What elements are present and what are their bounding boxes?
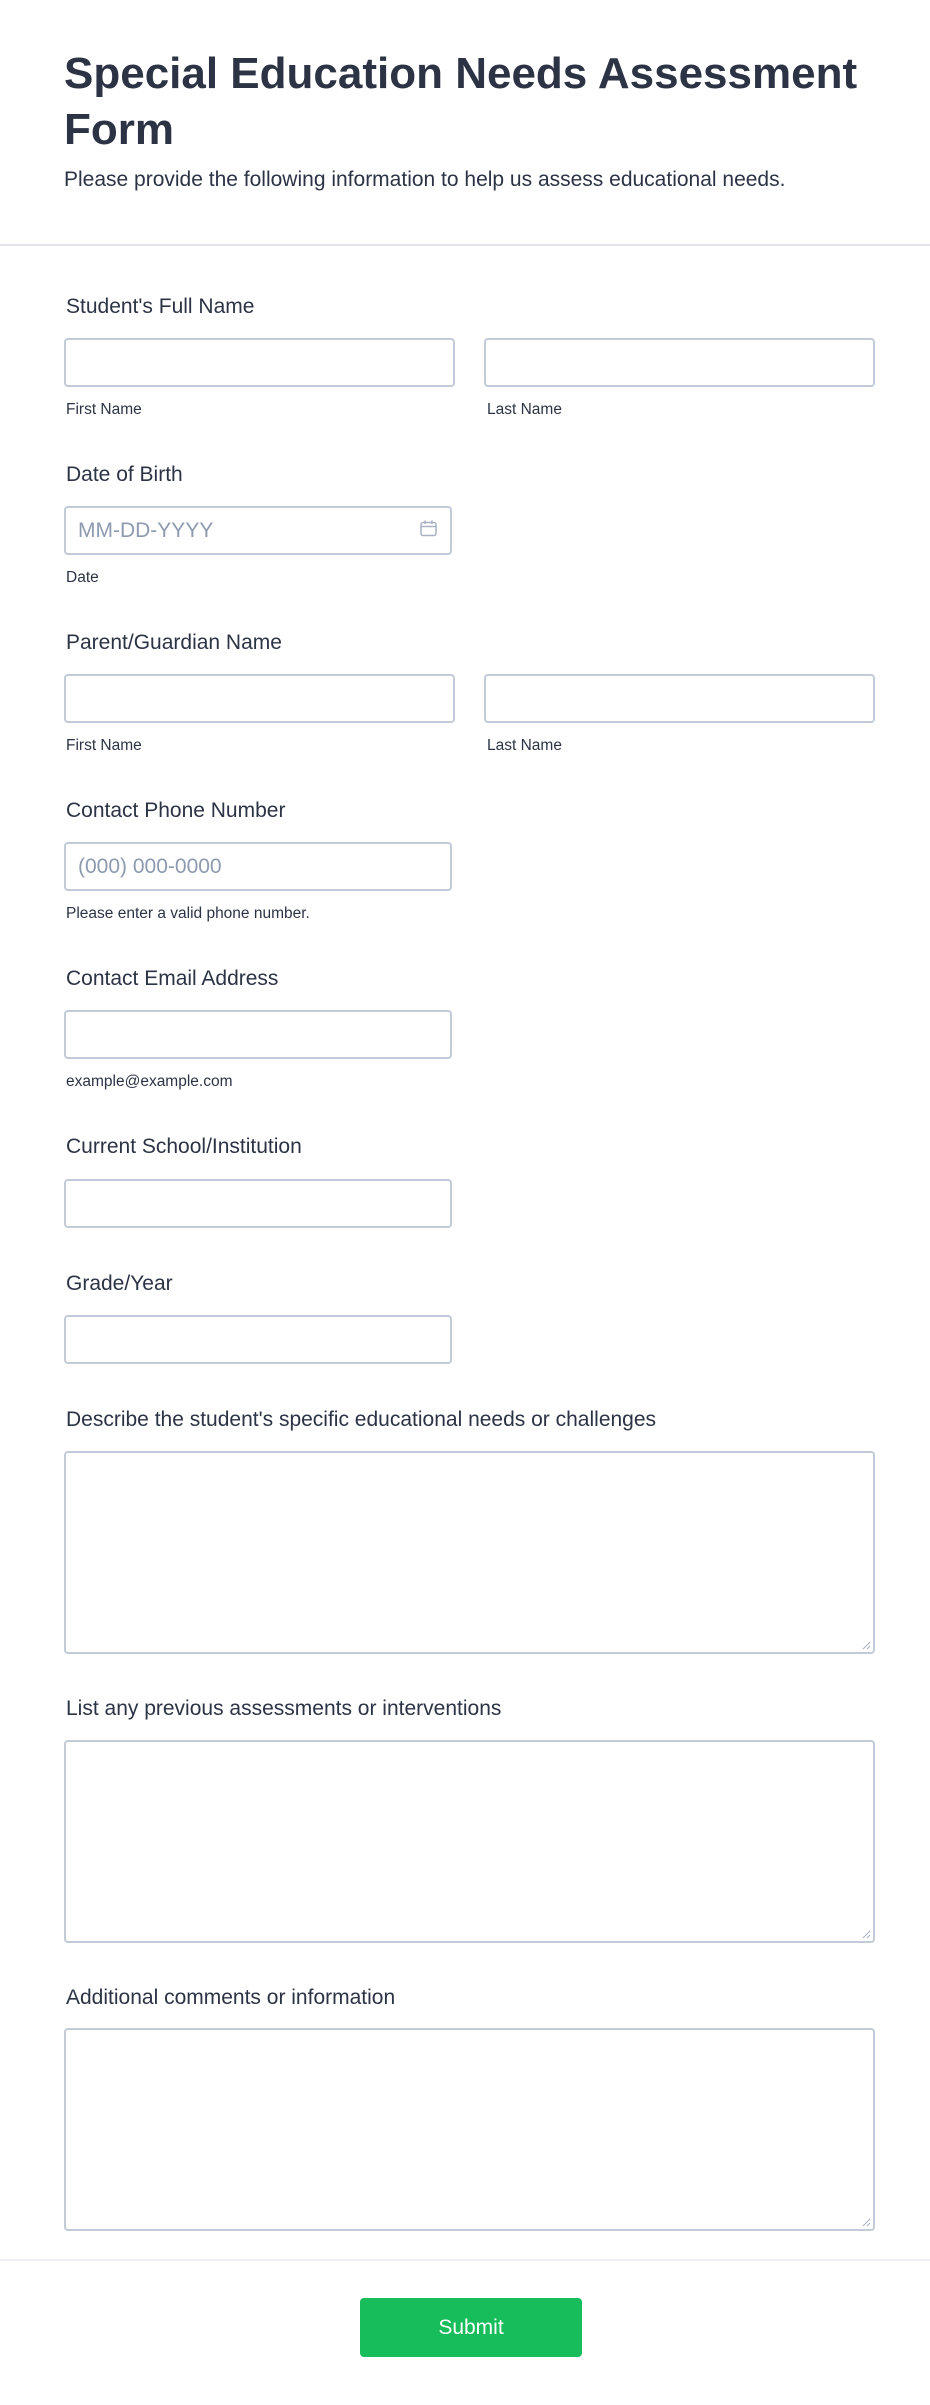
guardian-first-name-sublabel: First Name	[66, 737, 142, 754]
assessments-label: List any previous assessments or interventions	[66, 1697, 502, 1720]
comments-label: Additional comments or information	[66, 1986, 396, 2009]
phone-label: Contact Phone Number	[66, 799, 286, 822]
dob-sublabel: Date	[66, 569, 99, 586]
footer-divider	[0, 2259, 930, 2261]
resize-grip-icon[interactable]	[861, 2217, 871, 2227]
student-last-name-sublabel: Last Name	[487, 401, 562, 418]
school-input[interactable]	[64, 1179, 452, 1228]
guardian-last-name-input[interactable]	[484, 674, 875, 723]
resize-grip-icon[interactable]	[861, 1640, 871, 1650]
student-first-name-input[interactable]	[64, 338, 455, 387]
guardian-first-name-input[interactable]	[64, 674, 455, 723]
guardian-last-name-sublabel: Last Name	[487, 737, 562, 754]
form-subtitle: Please provide the following information to help us assess educational needs.	[64, 168, 786, 191]
form-header	[0, 0, 930, 246]
needs-label: Describe the student's specific educational needs or challenges	[66, 1408, 657, 1431]
student-first-name-sublabel: First Name	[66, 401, 142, 418]
email-sublabel: example@example.com	[66, 1073, 233, 1090]
needs-field	[0, 1451, 930, 1654]
guardian-name-label: Parent/Guardian Name	[66, 631, 282, 654]
student-name-label: Student's Full Name	[66, 295, 255, 318]
phone-input[interactable]	[64, 842, 452, 891]
calendar-icon[interactable]	[419, 519, 438, 538]
assessments-field	[0, 1740, 930, 1943]
comments-field	[0, 2028, 930, 2231]
dob-label: Date of Birth	[66, 463, 183, 486]
grade-label: Grade/Year	[66, 1272, 173, 1295]
email-label: Contact Email Address	[66, 967, 279, 990]
assessments-textarea[interactable]	[64, 1740, 875, 1943]
resize-grip-icon[interactable]	[861, 1929, 871, 1939]
school-label: Current School/Institution	[66, 1135, 302, 1158]
comments-textarea[interactable]	[64, 2028, 875, 2231]
student-last-name-input[interactable]	[484, 338, 875, 387]
dob-input[interactable]	[64, 506, 452, 555]
needs-textarea[interactable]	[64, 1451, 875, 1654]
email-input[interactable]	[64, 1010, 452, 1059]
form-title: Special Education Needs Assessment Form	[64, 49, 858, 154]
grade-input[interactable]	[64, 1315, 452, 1364]
submit-button[interactable]: Submit	[360, 2298, 582, 2357]
phone-sublabel: Please enter a valid phone number.	[66, 905, 310, 922]
